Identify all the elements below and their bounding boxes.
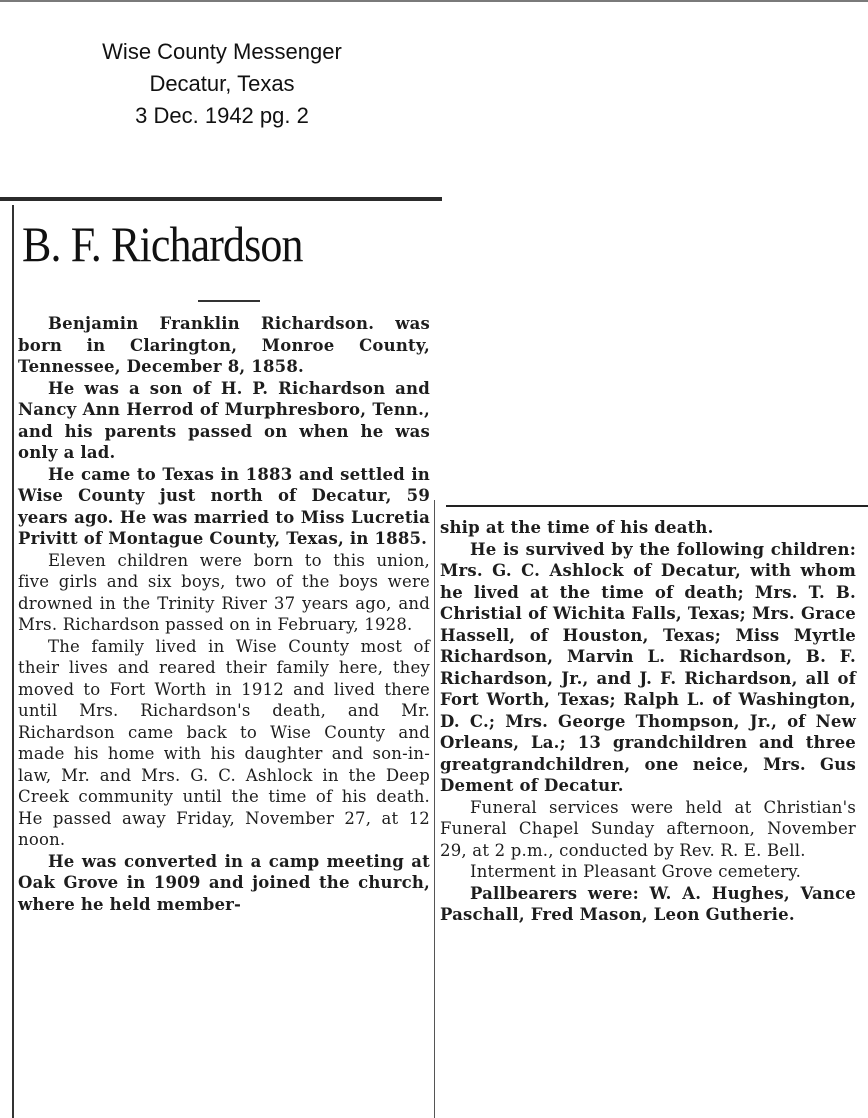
top-rule	[0, 0, 868, 2]
paragraph-texas: He came to Texas in 1883 and settled in Wise County just north of Decatur, 59 years ago. He was married to Miss Lucretia Privitt of Montague County, Texas, in 1885.	[18, 464, 430, 548]
column-top-rule	[0, 197, 442, 201]
paragraph-church: He was converted in a camp meeting at Oak Grove in 1909 and joined the church, where he held member-	[18, 851, 430, 914]
paragraph-interment: Interment in Pleasant Grove cemetery.	[470, 862, 802, 881]
paragraph-pallbearers: Pallbearers were: W. A. Hughes, Vance Paschall, Fred Mason, Leon Gutherie.	[440, 883, 856, 924]
column-divider	[434, 500, 435, 1118]
title-underline	[198, 300, 260, 302]
clipping-source-header	[30, 36, 414, 132]
article-title: B. F. Richardson	[22, 216, 303, 272]
paragraph-survivors: He is survived by the following children: Mrs. G. C. Ashlock of Decatur, with whom he lived at the time of death; Mrs. T. B. Christial of Wichita Falls, Texas; Mrs. Grace Hassell, of Houston, Texas; Miss Myrtle Richardson, Marvin L. Richardson, B. F. Richardson, Jr., and J. F. Richardson, all of Fort Worth, Texas; Ralph L. of Washington, D. C.; Mrs. George Thompson, Jr., of New Orleans, La.; 13 grandchildren and three greatgrandchildren, one neice, Mrs. Gus Dement of Decatur.	[440, 539, 856, 795]
article-column-left	[18, 313, 430, 915]
newspaper-location: Decatur, Texas	[149, 71, 295, 96]
column-right-top-rule	[446, 505, 868, 507]
article-column-right	[440, 517, 856, 926]
paragraph-family: The family lived in Wise County most of their lives and reared their family here, they moved to Fort Worth in 1912 and lived there until Mrs. Richardson's death, and Mr. Richardson came back to Wise County and made his home with his daughter and son-in-law, Mr. and Mrs. G. C. Ashlock in the Deep Creek community until the time of his death. He passed away Friday, November 27, at 12 noon.	[18, 636, 430, 849]
paragraph-children: Eleven children were born to this union, five girls and six boys, two of the boys were drowned in the Trinity River 37 years ago, and Mrs. Richardson passed on in February, 1928.	[18, 550, 430, 634]
paragraph-membership: ship at the time of his death.	[440, 518, 714, 537]
paragraph-birth: Benjamin Franklin Richardson. was born in Clarington, Monroe County, Tennessee, December 8, 1858.	[18, 314, 430, 376]
column-left-edge	[12, 205, 14, 1118]
newspaper-name: Wise County Messenger	[102, 39, 342, 64]
paragraph-funeral: Funeral services were held at Christian's Funeral Chapel Sunday afternoon, November 29, at 2 p.m., conducted by Rev. R. E. Bell.	[440, 797, 856, 860]
publication-date: 3 Dec. 1942 pg. 2	[135, 103, 309, 128]
paragraph-parents: He was a son of H. P. Richardson and Nancy Ann Herrod of Murphresboro, Tenn., and his parents passed on when he was only a lad.	[18, 378, 430, 462]
